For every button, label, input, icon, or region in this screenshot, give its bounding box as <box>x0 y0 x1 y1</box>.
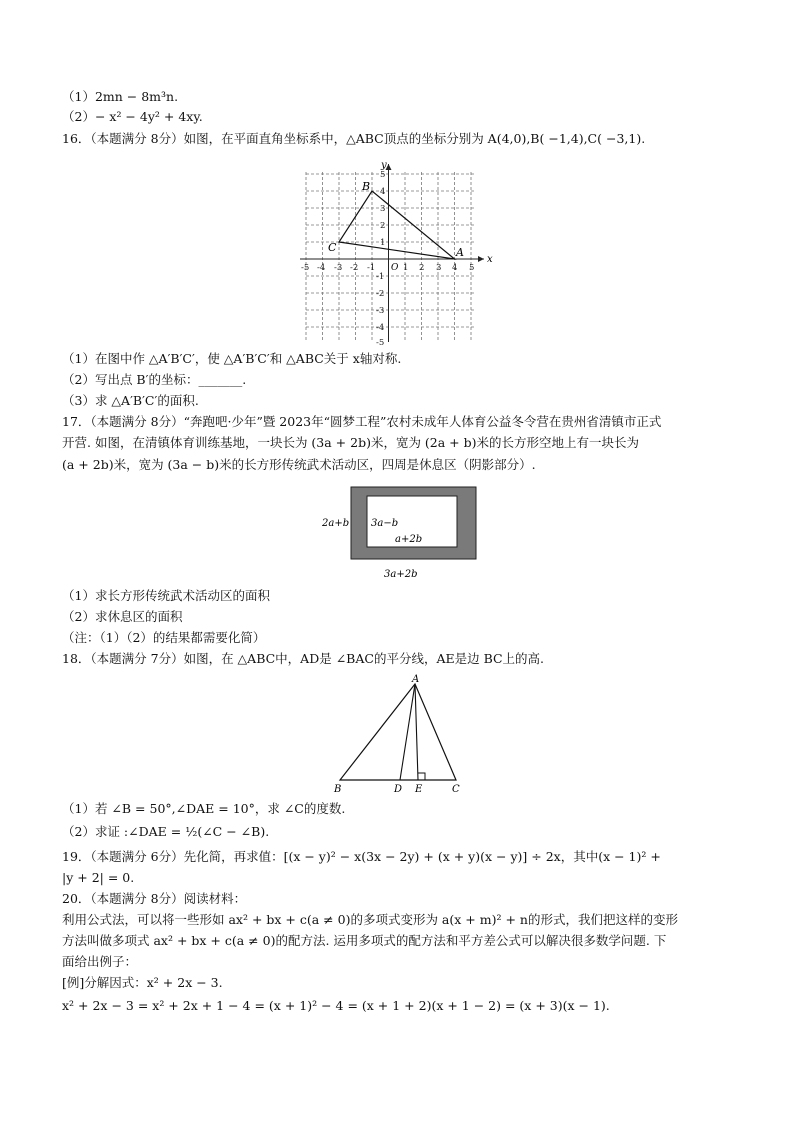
y-axis-label: y <box>381 160 387 171</box>
ytick: -1 <box>376 272 385 282</box>
q16-part2: （2）写出点 B′的坐标：_______. <box>62 372 247 387</box>
segment-ae <box>415 684 418 780</box>
ytick: -5 <box>376 338 385 346</box>
inner-width-label: a+2b <box>395 534 423 545</box>
xtick: -2 <box>350 263 359 273</box>
q20-example-solution: x² + 2x − 3 = x² + 2x + 1 − 4 = (x + 1)² − 4 = (x + 1 + 2)(x + 1 − 2) = (x + 3)(x − 1). <box>62 998 610 1013</box>
xtick: 5 <box>469 263 475 273</box>
xtick: 4 <box>452 263 458 273</box>
point-d-label: D <box>394 784 403 795</box>
xtick: -5 <box>301 263 310 273</box>
vertex-a-label: A <box>412 674 420 685</box>
point-b-label: B <box>362 180 371 193</box>
ytick: 4 <box>380 187 386 197</box>
coordinate-grid-figure <box>296 160 506 346</box>
ytick: 5 <box>380 170 386 180</box>
q17-note: （注：（1）（2）的结果都需要化简） <box>62 630 266 645</box>
origin-label: O <box>391 263 399 273</box>
x-axis-label: x <box>487 254 493 265</box>
q18-part1: （1）若 ∠B = 50°,∠DAE = 10°，求 ∠C的度数. <box>62 801 346 816</box>
ytick: 3 <box>380 204 386 214</box>
q20-text-line2: 方法叫做多项式 ax² + bx + c(a ≠ 0)的配方法. 运用多项式的配方法和平方差公式可以解决很多数学问题. 下 <box>62 933 667 948</box>
question-17-line1: 17．（本题满分 8分）“奔跑吧·少年”暨 2023年“圆梦工程”农村未成年人体育公益冬令营在贵州省清镇市正式 <box>62 414 662 429</box>
point-c-label: C <box>328 241 337 254</box>
question-18: 18．（本题满分 7分）如图，在 △ABC中，AD是 ∠BAC的平分线，AE是边 BC上的高. <box>62 651 545 666</box>
q17-part1: （1）求长方形传统武术活动区的面积 <box>62 588 270 603</box>
vertex-b-label: B <box>334 784 342 795</box>
q20-example: [例]分解因式：x² + 2x − 3. <box>62 975 223 990</box>
ytick: -2 <box>376 289 385 299</box>
q16-part1: （1）在图中作 △A′B′C′，使 △A′B′C′和 △ABC关于 x轴对称. <box>62 351 402 366</box>
q16-part3: （3）求 △A′B′C′的面积. <box>62 393 199 408</box>
ytick: 1 <box>380 238 386 248</box>
q18-part2: （2）求证 :∠DAE = ½(∠C − ∠B). <box>62 824 270 839</box>
segment-ad <box>400 684 415 780</box>
question-17-line2: 开营. 如图，在清镇体育训练基地，一块长为 (3a + 2b)米，宽为 (2a + b)米的长方形空地上有一块长为 <box>62 435 640 450</box>
q20-text-line3: 面给出例子： <box>62 954 138 969</box>
question-19-line1: 19．（本题满分 6分）先化简，再求值：[(x − y)² − x(3x − 2y) + (x + y)(x − y)] ÷ 2x，其中(x − 1)² + <box>62 849 661 864</box>
question-17-line3: (a + 2b)米，宽为 (3a − b)米的长方形传统武术活动区，四周是休息区（阴影部分）. <box>62 457 536 472</box>
outer-width-label: 3a+2b <box>384 569 418 580</box>
q20-text-line1: 利用公式法，可以将一些形如 ax² + bx + c(a ≠ 0)的多项式变形为 a(x + m)² + n的形式，我们把这样的变形 <box>62 912 678 927</box>
xtick: 1 <box>403 263 409 273</box>
question-20: 20．（本题满分 8分）阅读材料： <box>62 891 247 906</box>
vertex-c-label: C <box>452 784 460 795</box>
xtick: -3 <box>334 263 343 273</box>
item-1: （1）2mn − 8m³n. <box>62 89 179 104</box>
ytick: 2 <box>380 221 386 231</box>
ytick: -3 <box>376 306 385 316</box>
outer-height-label: 2a+b <box>322 518 350 529</box>
item-2: （2）− x² − 4y² + 4xy. <box>62 109 203 124</box>
question-16: 16．（本题满分 8分）如图，在平面直角坐标系中，△ABC顶点的坐标分别为 A(4,0),B( −1,4),C( −3,1). <box>62 131 646 146</box>
triangle-abc <box>340 684 456 780</box>
point-e-label: E <box>415 784 423 795</box>
ytick: -4 <box>376 323 385 333</box>
question-19-line2: |y + 2| = 0. <box>62 870 135 885</box>
xtick: 3 <box>436 263 442 273</box>
xtick: -1 <box>367 263 376 273</box>
rectangle-figure <box>314 482 484 582</box>
q17-part2: （2）求休息区的面积 <box>62 609 183 624</box>
point-a-label: A <box>456 246 464 259</box>
x-axis-arrow-icon <box>478 256 484 262</box>
right-angle-mark <box>418 773 425 780</box>
xtick: 2 <box>419 263 425 273</box>
xtick: -4 <box>317 263 326 273</box>
grid-lines <box>306 172 474 340</box>
inner-height-label: 3a−b <box>371 518 399 529</box>
triangle-figure <box>330 672 470 796</box>
